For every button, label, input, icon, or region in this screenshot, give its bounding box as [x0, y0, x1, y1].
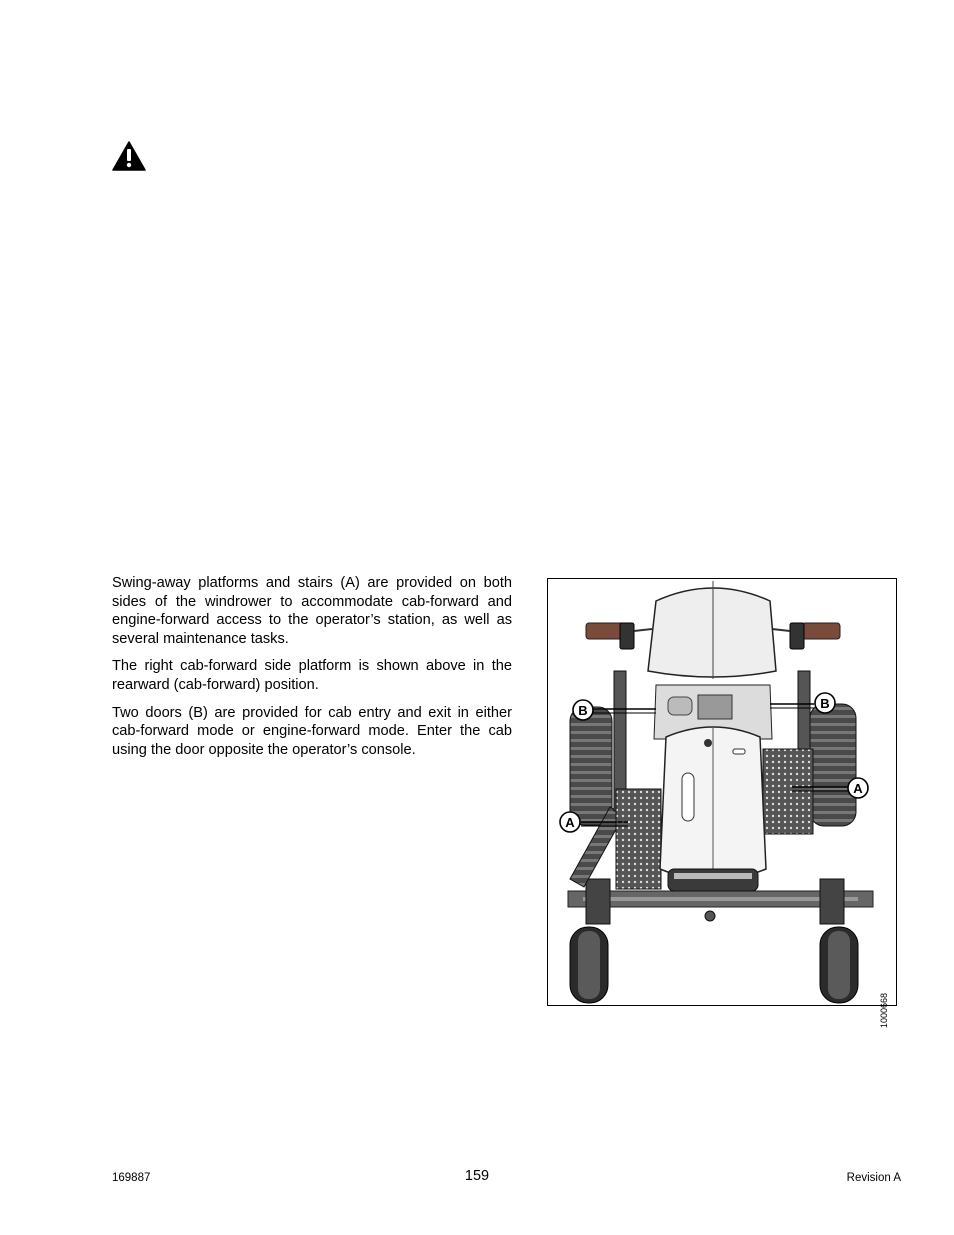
windrower-figure: [547, 578, 897, 1029]
svg-text:B: B: [578, 703, 588, 718]
callout-a-right: [848, 778, 868, 798]
figure-id: 1000668: [879, 993, 889, 1029]
svg-text:A: A: [565, 815, 575, 830]
paragraph-platform-position: The right cab-forward side platform is shown above in the rearward (cab-forward) position.: [112, 658, 512, 693]
windrower-illustration: [548, 579, 898, 1007]
callout-a-left: [560, 812, 580, 832]
callout-b-right: [815, 693, 835, 713]
document-number: 169887: [112, 1172, 151, 1184]
page-number: 159: [464, 1168, 490, 1184]
left-platform: [616, 789, 661, 889]
right-drive-wheel: [810, 704, 856, 826]
revision-label: Revision A: [846, 1172, 901, 1184]
svg-text:A: A: [853, 781, 863, 796]
paragraph-platforms: Swing-away platforms and stairs (A) are provided on both sides of the windrower to accommodate cab-forward and engine-forward access to the operator’s station, as well as several maintenance tasks.: [112, 575, 512, 647]
body-text: [112, 574, 512, 768]
warning-triangle-icon: [112, 141, 146, 171]
paragraph-doors: Two doors (B) are provided for cab entry and exit in either cab-forward mode or engine-forward mode. Enter the cab using the door opposite the operator’s console.: [112, 704, 512, 758]
left-drive-wheel: [570, 707, 612, 825]
callout-b-left: [573, 700, 593, 720]
svg-text:B: B: [820, 696, 830, 711]
